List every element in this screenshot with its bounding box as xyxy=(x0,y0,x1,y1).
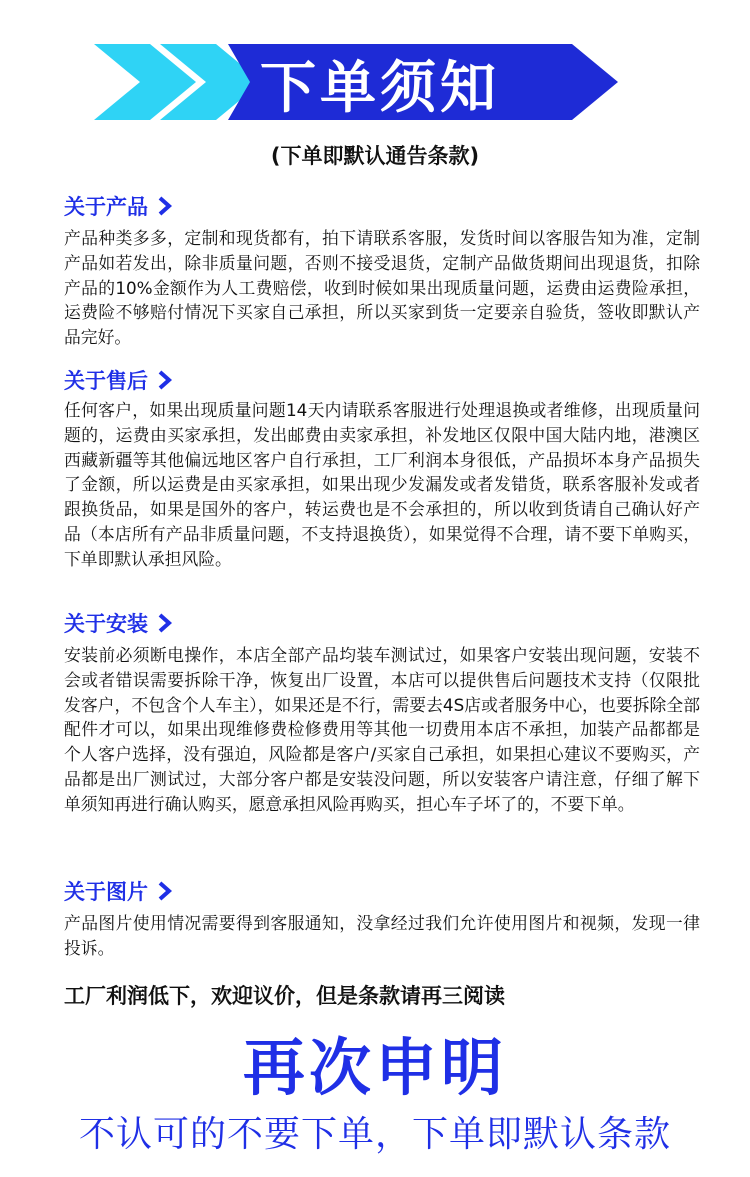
chevron-right-icon xyxy=(156,880,174,902)
section-heading-images xyxy=(64,876,174,906)
section-heading-label: 关于产品 xyxy=(64,195,148,219)
chevron-right-icon xyxy=(156,195,174,217)
price-notice: 工厂利润低下，欢迎议价，但是条款请再三阅读 xyxy=(64,984,505,1008)
section-heading-label: 关于售后 xyxy=(64,369,148,393)
section-heading-label: 关于安装 xyxy=(64,612,148,636)
header-banner xyxy=(0,0,750,130)
section-body-product: 产品种类多多，定制和现货都有，拍下请联系客服，发货时间以客服告知为准，定制产品如若发出，除非质量问题，否则不接受退货，定制产品做货期间出现退货，扣除产品的10%金额作为人工费赔偿，收到时候如果出现质量问题，运费由运费险承担，运费险不够赔付情况下买家自己承担，所以买家到货一定要亲自验货，签收即默认产品完好。 xyxy=(64,228,700,348)
section-body-images: 产品图片使用情况需要得到客服通知，没拿经过我们允许使用图片和视频，发现一律投诉。 xyxy=(64,913,700,958)
section-body-installation: 安装前必须断电操作，本店全部产品均装车测试过，如果客户安装出现问题，安装不会或者错误需要拆除干净，恢复出厂设置，本店可以提供售后问题技术支持（仅限批发客户，不包含个人车主），如果还是不行，需要去4S店或者服务中心，也要拆除全部配件才可以，如果出现维修费检修费用等其他一切费用本店不承担，加装产品都都是个人客户选择，没有强迫，风险都是客户/买家自己承担，如果担心建议不要购买，产品都是出厂测试过，大部分客户都是安装没问题，所以安装客户请注意，仔细了解下单须知再进行确认购买，愿意承担风险再购买，担心车子坏了的，不要下单。 xyxy=(64,645,700,814)
section-heading-product xyxy=(64,191,174,221)
chevron-right-icon xyxy=(156,612,174,634)
section-heading-installation xyxy=(64,608,174,638)
restate-heading: 再次申明 xyxy=(242,1031,507,1104)
section-heading-after-sales xyxy=(64,365,174,395)
chevron-right-icon xyxy=(156,369,174,391)
subtitle: (下单即默认通告条款) xyxy=(270,144,480,168)
page-title: 下单须知 xyxy=(260,56,500,121)
section-heading-label: 关于图片 xyxy=(64,880,148,904)
final-statement: 不认可的不要下单，下单即默认条款 xyxy=(78,1114,671,1155)
section-body-after-sales: 任何客户，如果出现质量问题14天内请联系客服进行处理退换或者维修，出现质量问题的，运费由买家承担，发出邮费由卖家承担，补发地区仅限中国大陆内地，港澳区西藏新疆等其他偏远地区客户自行承担，工厂利润本身很低，产品损坏本身产品损失了金额，所以运费是由买家承担，如果出现少发漏发或者发错货，联系客服补发或者跟换货品，如果是国外的客户，转运费也是不会承担的，所以收到货请自己确认好产品（本店所有产品非质量问题，不支持退换货），如果觉得不合理，请不要下单购买，下单即默认承担风险。 xyxy=(64,400,700,569)
